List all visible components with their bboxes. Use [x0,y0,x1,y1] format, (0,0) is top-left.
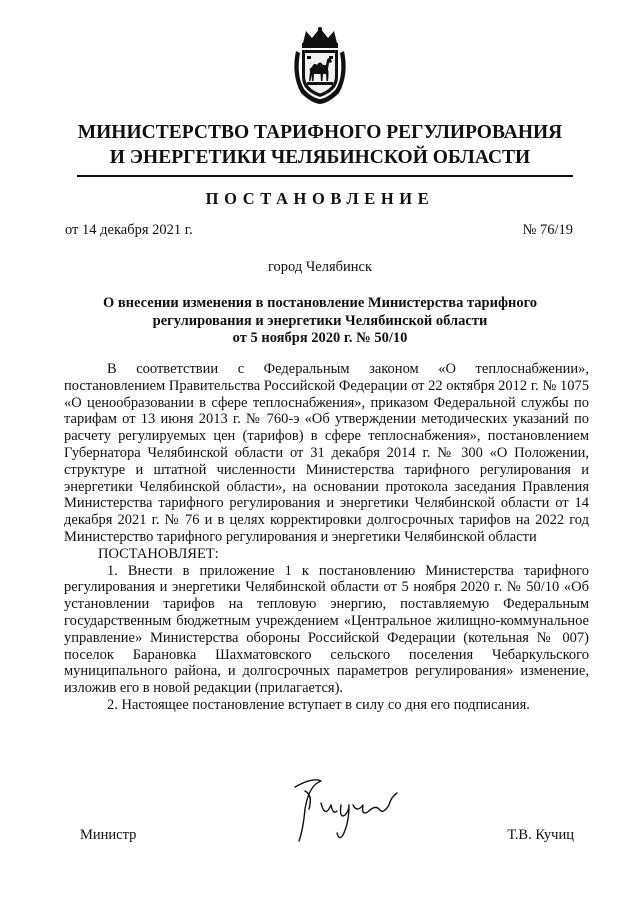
signatory-name: Т.В. Кучиц [507,827,574,843]
handwritten-signature [283,775,418,845]
resolves-heading: ПОСТАНОВЛЯЕТ: [98,545,219,562]
signatory-position: Министр [80,827,137,843]
ministry-name-line2: И ЭНЕРГЕТИКИ ЧЕЛЯБИНСКОЙ ОБЛАСТИ [109,147,531,168]
document-body [64,361,589,714]
ministry-name-line1: МИНИСТЕРСТВО ТАРИФНОГО РЕГУЛИРОВАНИЯ [77,122,563,143]
item-2-paragraph: 2. Настоящее постановление вступает в силу со дня его подписания. [107,696,530,713]
document-type: ПОСТАНОВЛЕНИЕ [205,189,435,208]
item-1-paragraph: 1. Внести в приложение 1 к постановлению Министерства тарифного регулирования и энергетики Челябинской области от 5 ноября 2020 г. № 50/10 «Об установлении тарифов на тепловую энергию, поставляемую Федеральным государственным бюджетным учреждением «Центральное жилищно-коммунальное управление» Министерства обороны Российской Федерации (котельная № 007) поселок Барановка Шахматовского сельского поселения Чебаркульского муниципального района, и долгосрочных параметров регулирования» изменение, изложив его в новой редакции (прилагается). [64,562,589,697]
document-title [90,295,550,348]
title-line1: О внесении изменения в постановление Министерства тарифного [102,295,538,311]
preamble-paragraph: В соответствии с Федеральным законом «О теплоснабжении», постановлением Правительства Российской Федерации от 22 октября 2012 г. № 1075 «О ценообразовании в сфере теплоснабжения», приказом Федеральной службы по тарифам от 13 июня 2013 г. № 760-э «Об утверждении методических указаний по расчету регулируемых цен (тарифов) в сфере теплоснабжения», постановлением Губернатора Челябинской области от 31 декабря 2014 г. № 300 «О Положении, структуре и штатной численности Министерства тарифного регулирования и энергетики Челябинской области», на основании протокола заседания Правления Министерства тарифного регулирования и энергетики Челябинской области от 14 декабря 2021 г. № 76 и в целях корректировки долгосрочных тарифов на 2022 год Министерство тарифного регулирования и энергетики Челябинской области [64,361,589,545]
title-line2: регулирования и энергетики Челябинской области [152,312,488,329]
title-line3: от 5 ноября 2020 г. № 50/10 [232,330,408,346]
header-divider [77,175,573,177]
ministry-name [40,120,600,170]
coat-of-arms-icon [289,25,351,105]
document-date: от 14 декабря 2021 г. [65,222,193,238]
document-city: город Челябинск [267,259,373,275]
document-number: № 76/19 [522,222,573,238]
